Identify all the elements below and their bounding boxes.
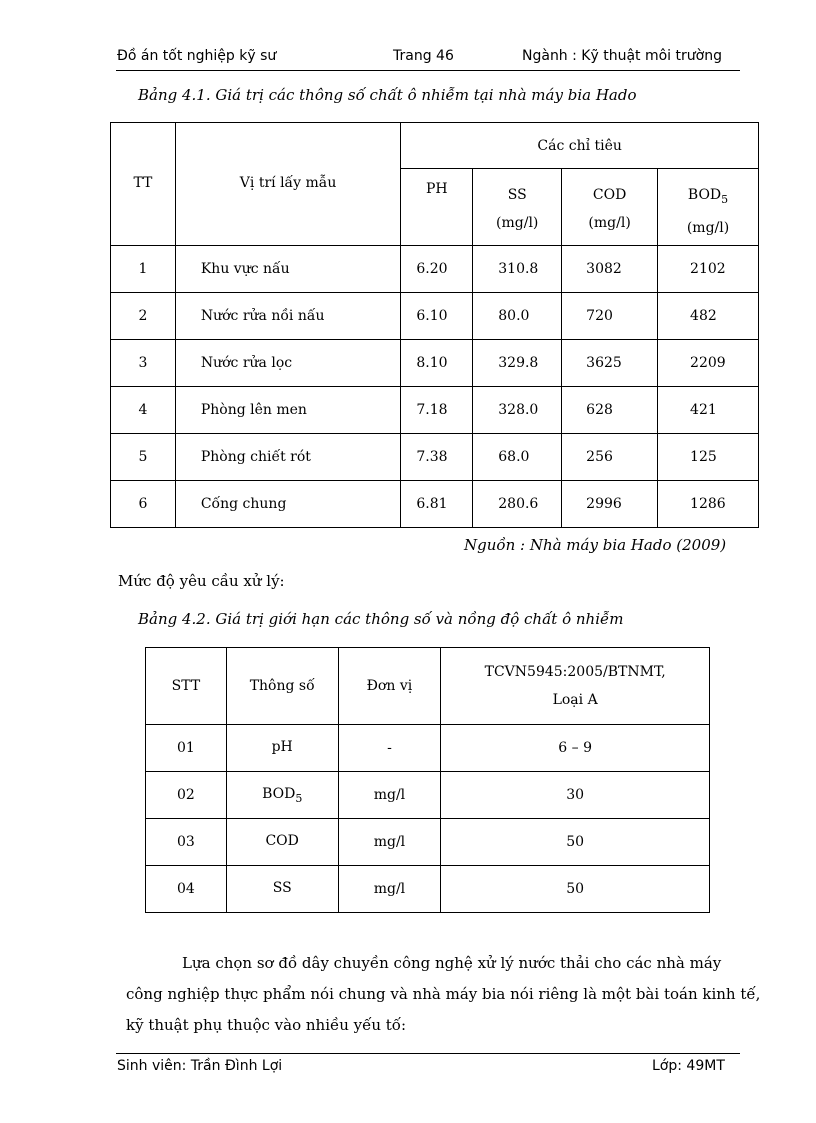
cell-tt: 3 — [111, 340, 176, 387]
table-row — [146, 772, 710, 819]
cell-tt: 1 — [111, 246, 176, 293]
col-header-tt: TT — [111, 123, 176, 246]
cell-location: Cống chung — [175, 481, 401, 528]
cell-ss: 310.8 — [473, 246, 562, 293]
col-header-ph: PH — [401, 169, 473, 246]
cell-location: Phòng lên men — [175, 387, 401, 434]
cell-ph: 8.10 — [401, 340, 473, 387]
cell-bod5: 482 — [658, 293, 759, 340]
table-row — [111, 434, 759, 481]
requirement-label: Mức độ yêu cầu xử lý: — [118, 572, 285, 590]
cell-ph: 6.20 — [401, 246, 473, 293]
col-header-location: Vị trí lấy mẫu — [175, 123, 401, 246]
table-row — [111, 387, 759, 434]
cell-limit: 6 – 9 — [441, 725, 710, 772]
cell-bod5: 125 — [658, 434, 759, 481]
header-right: Ngành : Kỹ thuật môi trường — [522, 48, 722, 64]
header-rule — [116, 70, 740, 71]
col-header-parameter: Thông số — [226, 648, 338, 725]
header-left: Đồ án tốt nghiệp kỹ sư — [117, 48, 277, 64]
table-row — [146, 866, 710, 913]
cell-parameter: pH — [226, 725, 338, 772]
cell-unit: - — [338, 725, 441, 772]
header-page-number: Trang 46 — [393, 48, 454, 64]
col-header-standard: TCVN5945:2005/BTNMT, Loại A — [441, 648, 710, 725]
cell-tt: 2 — [111, 293, 176, 340]
cell-bod5: 2209 — [658, 340, 759, 387]
cell-location: Phòng chiết rót — [175, 434, 401, 481]
footer-rule — [116, 1053, 740, 1054]
cell-unit: mg/l — [338, 866, 441, 913]
col-header-bod5: $BOD_5$ (mg/l) — [658, 169, 759, 246]
table-row — [146, 725, 710, 772]
cell-tt: 4 — [111, 387, 176, 434]
paragraph-line-2: công nghiệp thực phẩm nói chung và nhà máy bia nói riêng là một bài toán kinh tế, — [126, 985, 761, 1003]
cell-location: Khu vực nấu — [175, 246, 401, 293]
cell-ss: 280.6 — [473, 481, 562, 528]
cell-parameter: SS — [226, 866, 338, 913]
cell-ss: 328.0 — [473, 387, 562, 434]
cell-cod: 2996 — [562, 481, 658, 528]
table1-source: Nguồn : Nhà máy bia Hado (2009) — [464, 536, 727, 554]
table-row — [146, 819, 710, 866]
col-header-ss: SS (mg/l) — [473, 169, 562, 246]
col-header-cod: COD (mg/l) — [562, 169, 658, 246]
cell-limit: 50 — [441, 819, 710, 866]
cell-bod5: 421 — [658, 387, 759, 434]
paragraph-line-1: Lựa chọn sơ đồ dây chuyền công nghệ xử lý nước thải cho các nhà máy — [182, 954, 722, 972]
cell-ss: 68.0 — [473, 434, 562, 481]
cell-ph: 7.38 — [401, 434, 473, 481]
cell-limit: 50 — [441, 866, 710, 913]
cell-cod: 720 — [562, 293, 658, 340]
col-header-unit: Đơn vị — [338, 648, 441, 725]
cell-ph: 6.81 — [401, 481, 473, 528]
cell-location: Nước rửa lọc — [175, 340, 401, 387]
cell-limit: 30 — [441, 772, 710, 819]
cell-stt: 03 — [146, 819, 227, 866]
cell-parameter: COD — [226, 819, 338, 866]
cell-ph: 7.18 — [401, 387, 473, 434]
table-row — [111, 340, 759, 387]
cell-unit: mg/l — [338, 772, 441, 819]
cell-cod: 256 — [562, 434, 658, 481]
col-header-indicators: Các chỉ tiêu — [401, 123, 759, 169]
paragraph-line-3: kỹ thuật phụ thuộc vào nhiều yếu tố: — [126, 1016, 407, 1034]
table-row — [111, 246, 759, 293]
pollutant-table — [110, 122, 759, 528]
limit-table — [145, 647, 710, 913]
cell-stt: 01 — [146, 725, 227, 772]
table1-caption: Bảng 4.1. Giá trị các thông số chất ô nhiễm tại nhà máy bia Hado — [138, 86, 637, 104]
table2-caption: Bảng 4.2. Giá trị giới hạn các thông số và nồng độ chất ô nhiễm — [138, 610, 624, 628]
col-header-stt: STT — [146, 648, 227, 725]
cell-ss: 329.8 — [473, 340, 562, 387]
table-row — [111, 293, 759, 340]
table-row — [111, 481, 759, 528]
cell-bod5: 1286 — [658, 481, 759, 528]
cell-parameter: $BOD_5$ — [226, 772, 338, 819]
cell-tt: 5 — [111, 434, 176, 481]
cell-cod: 3082 — [562, 246, 658, 293]
cell-location: Nước rửa nồi nấu — [175, 293, 401, 340]
cell-cod: 628 — [562, 387, 658, 434]
cell-cod: 3625 — [562, 340, 658, 387]
cell-stt: 04 — [146, 866, 227, 913]
cell-ss: 80.0 — [473, 293, 562, 340]
cell-ph: 6.10 — [401, 293, 473, 340]
cell-bod5: 2102 — [658, 246, 759, 293]
cell-stt: 02 — [146, 772, 227, 819]
footer-class: Lớp: 49MT — [652, 1058, 725, 1074]
cell-tt: 6 — [111, 481, 176, 528]
footer-student: Sinh viên: Trần Đình Lợi — [117, 1058, 283, 1074]
cell-unit: mg/l — [338, 819, 441, 866]
